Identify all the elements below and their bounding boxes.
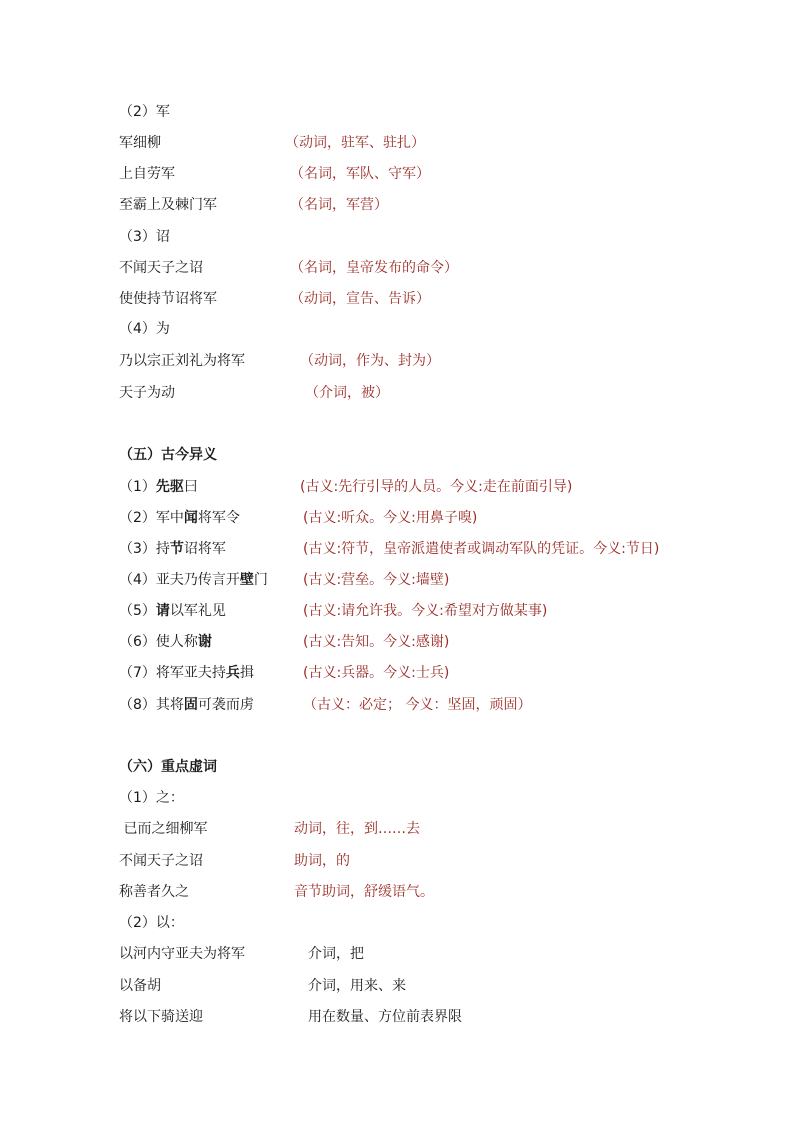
sentence-text: 亚夫乃传言开	[155, 572, 240, 588]
item-number: （5）	[119, 603, 156, 619]
gujin-definition: (古义:告知。今义:感谢)	[303, 634, 450, 650]
example-sentence: 使使持节诏将军	[119, 291, 217, 307]
key-word: 先驱	[155, 479, 184, 495]
example-sentence: 已而之细柳军	[119, 821, 208, 837]
item-number: （1）	[119, 479, 156, 495]
example-sentence: 将以下骑送迎	[119, 1009, 203, 1025]
example-sentence: 乃以宗正刘礼为将军	[119, 353, 245, 369]
zhi-heading: （1）之：	[119, 790, 184, 806]
example-sentence: 至霸上及棘门军	[119, 197, 217, 213]
definition: （名词，军队、守军）	[290, 166, 430, 182]
item-number: （4）	[119, 572, 156, 588]
item-number: （3）	[119, 541, 156, 557]
item-number: （8）	[119, 697, 156, 713]
definition: （介词，被）	[305, 385, 389, 401]
key-word: 壁	[239, 572, 254, 588]
gujin-item	[119, 633, 212, 651]
section-3-heading: （3）诏	[119, 229, 170, 245]
item-number: （6）	[119, 634, 156, 650]
gujin-definition: (古义:听众。今义:用鼻子嗅)	[303, 510, 478, 526]
item-number: （2）	[119, 510, 156, 526]
usage-definition: 介词，把	[308, 946, 364, 962]
gujin-item	[119, 696, 254, 714]
definition: （动词，作为、封为）	[300, 353, 440, 369]
key-word: 闻	[183, 510, 198, 526]
key-word: 兵	[225, 665, 240, 681]
sentence-text: 曰	[183, 479, 198, 495]
gujin-definition: （古义：必定； 今义：坚固，顽固）	[303, 697, 532, 713]
example-sentence: 上自劳军	[119, 166, 175, 182]
gujin-definition: (古义:营垒。今义:墙壁)	[303, 572, 450, 588]
example-sentence: 军细柳	[119, 135, 161, 151]
key-word: 节	[169, 541, 184, 557]
key-word: 固	[183, 697, 198, 713]
gujin-item	[119, 602, 226, 620]
sentence-text: 其将	[155, 697, 184, 713]
example-sentence: 以河内守亚夫为将军	[119, 946, 245, 962]
gujin-section-title: （五）古今异义	[119, 447, 217, 463]
sentence-text: 使人称	[155, 634, 198, 650]
section-2-heading: （2）军	[119, 104, 170, 120]
gujin-item	[119, 478, 198, 496]
key-word: 请	[155, 603, 170, 619]
definition: （动词，驻军、驻扎）	[285, 135, 425, 151]
usage-definition: 动词，往，到……去	[294, 821, 420, 837]
gujin-definition: (古义:先行引导的人员。今义:走在前面引导)	[300, 479, 573, 495]
yi-heading: （2）以：	[119, 915, 184, 931]
usage-definition: 用在数量、方位前表界限	[308, 1009, 462, 1025]
sentence-text: 可袭而虏	[197, 697, 254, 713]
definition: （名词，军营）	[290, 197, 388, 213]
usage-definition: 音节助词，舒缓语气。	[294, 884, 434, 900]
example-sentence: 不闻天子之诏	[119, 853, 203, 869]
example-sentence: 不闻天子之诏	[119, 260, 203, 276]
example-sentence: 以备胡	[119, 978, 161, 994]
section-4-heading: （4）为	[119, 321, 170, 337]
sentence-text: 以军礼见	[169, 603, 226, 619]
xuci-section-title: （六）重点虚词	[119, 759, 217, 775]
gujin-definition: (古义:符节，皇帝派遣使者或调动军队的凭证。今义:节日)	[303, 541, 660, 557]
example-sentence: 天子为动	[119, 385, 175, 401]
sentence-text: 揖	[239, 665, 254, 681]
key-word: 谢	[197, 634, 212, 650]
gujin-item	[119, 664, 254, 682]
usage-definition: 助词，的	[294, 853, 350, 869]
sentence-text: 军中	[155, 510, 184, 526]
sentence-text: 门	[253, 572, 268, 588]
gujin-item	[119, 540, 226, 558]
gujin-definition: (古义:兵器。今义:士兵)	[303, 665, 450, 681]
definition: （动词，宣告、告诉）	[290, 291, 430, 307]
gujin-item	[119, 571, 268, 589]
sentence-text: 持	[155, 541, 170, 557]
usage-definition: 介词，用来、来	[308, 978, 406, 994]
gujin-item	[119, 509, 240, 527]
item-number: （7）	[119, 665, 156, 681]
gujin-definition: (古义:请允许我。今义:希望对方做某事)	[303, 603, 548, 619]
sentence-text: 将军亚夫持	[155, 665, 226, 681]
definition: （名词，皇帝发布的命令）	[290, 260, 458, 276]
sentence-text: 将军令	[197, 510, 240, 526]
example-sentence: 称善者久之	[119, 884, 189, 900]
sentence-text: 诏将军	[183, 541, 226, 557]
